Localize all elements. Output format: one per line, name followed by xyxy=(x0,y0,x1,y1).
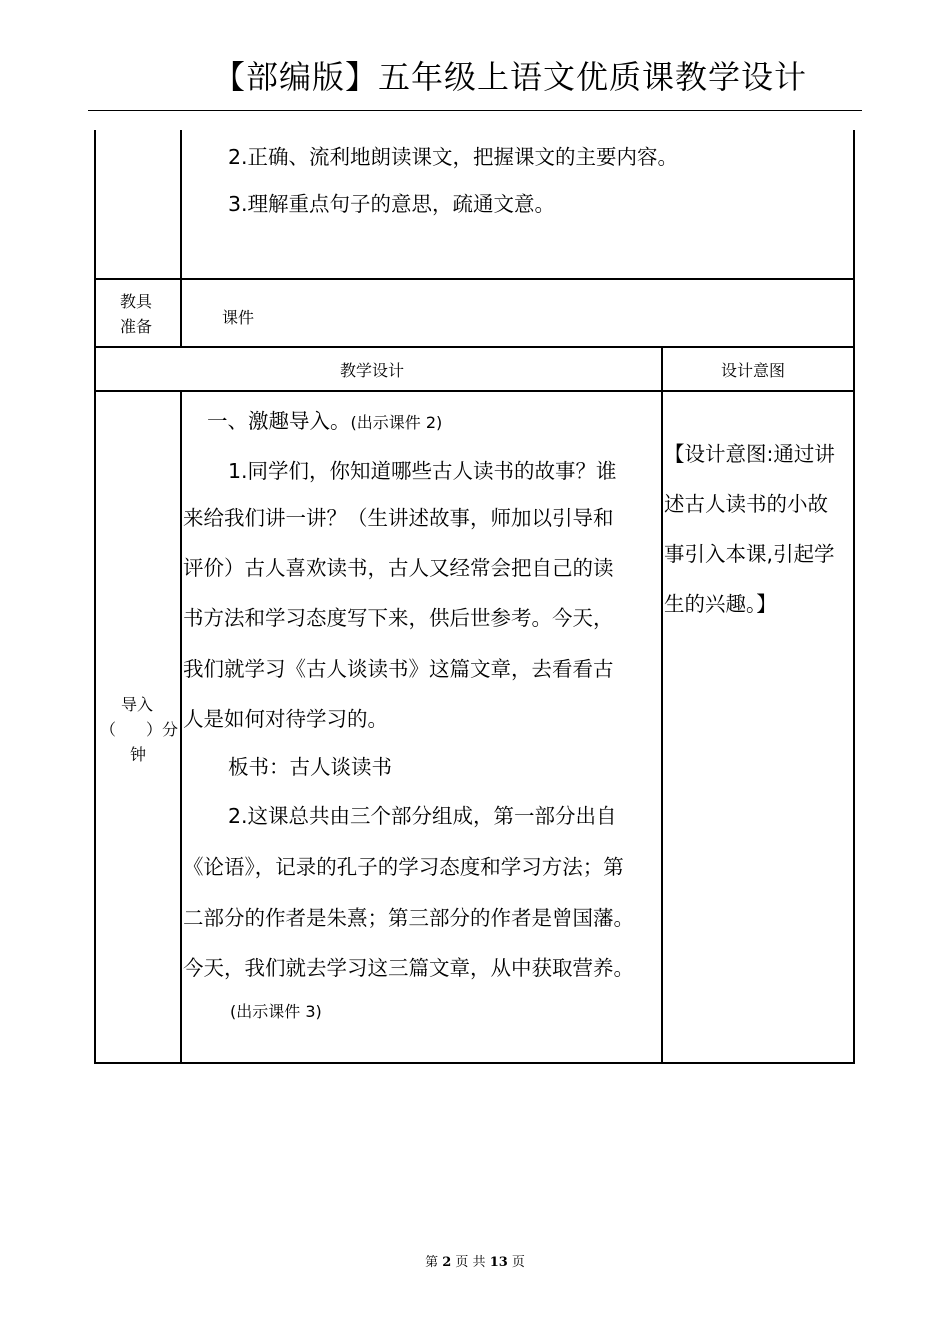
row-border-bottom xyxy=(94,1062,855,1064)
column-header-intent: 设计意图 xyxy=(721,361,786,380)
intent-line: 【设计意图:通过讲 xyxy=(664,442,835,466)
footer-prefix: 第 xyxy=(425,1255,439,1270)
content-line: 《论语》，记录的孔子的学习态度和学习方法；第 xyxy=(183,855,624,879)
page-header-title: 【部编版】五年级上语文优质课教学设计 xyxy=(212,58,807,96)
materials-label-line1: 教具 xyxy=(120,292,153,311)
objective-line-2: 2.正确、流利地朗读课文，把握课文的主要内容。 xyxy=(228,145,679,169)
content-line: 二部分的作者是朱熹；第三部分的作者是曾国藩。 xyxy=(183,906,634,930)
section-label-paren-left: （ xyxy=(100,720,117,739)
label-column-divider-top xyxy=(180,130,182,347)
section-heading xyxy=(207,404,442,434)
intent-line: 生的兴趣。】 xyxy=(664,592,777,616)
content-line: 今天，我们就去学习这三篇文章，从中获取营养。 xyxy=(183,956,634,980)
objective-line-3: 3.理解重点句子的意思，疏通文意。 xyxy=(228,192,556,216)
column-header-design: 教学设计 xyxy=(340,361,405,380)
row-border-materials xyxy=(94,346,855,348)
content-line: 书方法和学习态度写下来，供后世参考。今天， xyxy=(183,606,614,630)
intent-line: 事引入本课,引起学 xyxy=(664,542,835,566)
materials-label-line2: 准备 xyxy=(120,317,153,336)
intent-line: 述古人读书的小故 xyxy=(664,492,828,516)
closing-note: (出示课件 3) xyxy=(230,1002,322,1021)
table-border-right xyxy=(853,130,855,1064)
materials-value: 课件 xyxy=(222,308,255,327)
section-label-paren-right: ）分 xyxy=(146,720,179,739)
footer-middle: 页 共 xyxy=(455,1255,486,1270)
content-line: 人是如何对待学习的。 xyxy=(183,707,388,731)
content-line: 评价）古人喜欢读书，古人又经常会把自己的读 xyxy=(183,556,614,580)
label-column-divider-bottom xyxy=(180,391,182,1064)
intent-column-divider xyxy=(661,347,663,1064)
content-line: 来给我们讲一讲？（生讲述故事，师加以引导和 xyxy=(183,506,614,530)
content-line: 我们就学习《古人谈读书》这篇文章，去看看古 xyxy=(183,657,614,681)
board-writing: 板书：古人谈读书 xyxy=(228,755,392,779)
section-heading-main: 一、激趣导入。 xyxy=(207,409,351,433)
section-label-line3: 钟 xyxy=(130,745,147,764)
content-line: 1.同学们，你知道哪些古人读书的故事？谁 xyxy=(228,459,617,483)
section-label-line1: 导入 xyxy=(121,695,154,714)
header-rule xyxy=(88,110,862,111)
row-border-columns xyxy=(94,390,855,392)
content-line: 2.这课总共由三个部分组成，第一部分出自 xyxy=(228,804,617,828)
page-footer xyxy=(0,1251,950,1270)
row-border-objectives xyxy=(94,278,855,280)
footer-suffix: 页 xyxy=(511,1255,525,1270)
footer-page-number: 2 xyxy=(442,1255,452,1270)
section-heading-note: (出示课件 2) xyxy=(350,413,443,432)
footer-total-pages: 13 xyxy=(489,1255,508,1270)
table-border-left xyxy=(94,130,96,1064)
